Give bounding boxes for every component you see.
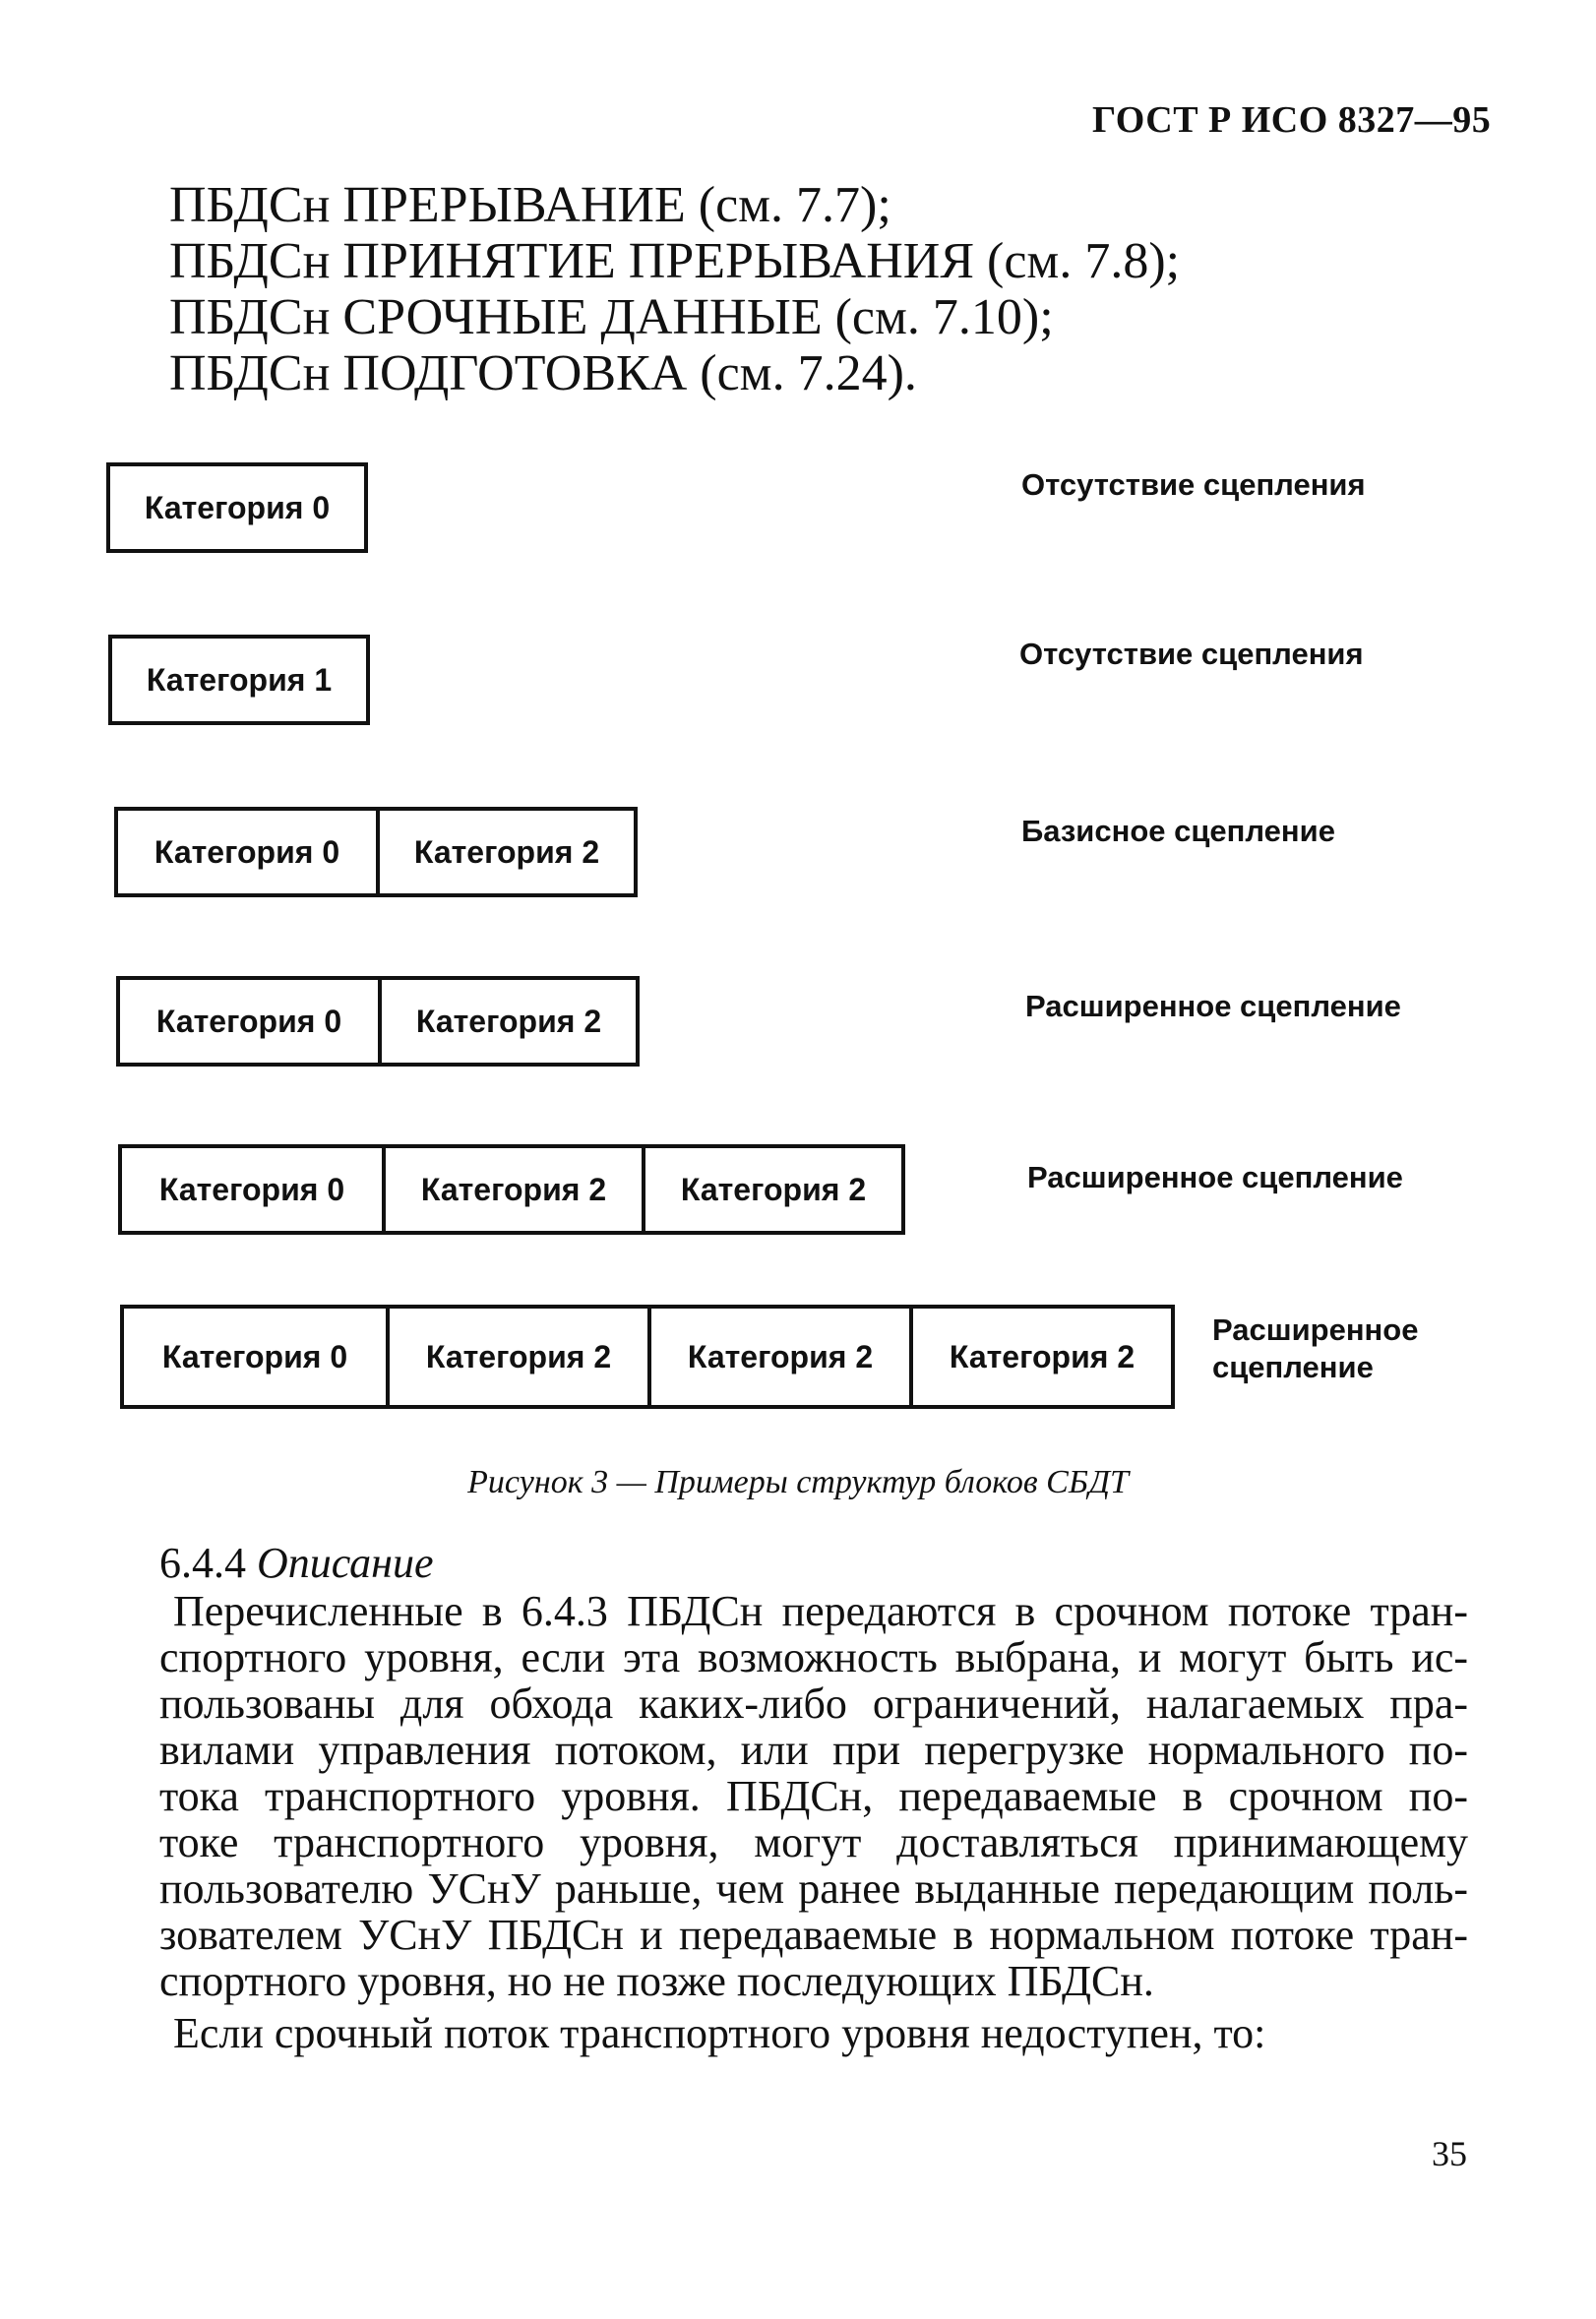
block-structure bbox=[114, 807, 638, 897]
concatenation-label: Базисное сцепление bbox=[1021, 814, 1335, 848]
text-line: токе транспортного уровня, могут доставляться принимающему bbox=[159, 1818, 1468, 1866]
concatenation-label: Отсутствие сцепления bbox=[1021, 467, 1366, 502]
section-number: 6.4.4 bbox=[159, 1539, 246, 1587]
concatenation-label bbox=[1212, 1312, 1418, 1386]
category-box: Категория 0 bbox=[158, 1171, 345, 1207]
text-line: Перечисленные в 6.4.3 ПБДСн передаются в срочном потоке тран- bbox=[173, 1587, 1468, 1635]
text-line: пользователю УСнУ раньше, чем ранее выданные передающим поль- bbox=[159, 1864, 1468, 1913]
category-box: Категория 2 bbox=[378, 980, 636, 1063]
document-header: ГОСТ Р ИСО 8327—95 bbox=[1092, 99, 1492, 141]
pdu-list-item: ПБДСн СРОЧНЫЕ ДАННЫЕ (см. 7.10); bbox=[169, 289, 1054, 345]
text-line: спортного уровня, если эта возможность выбрана, и могут быть ис- bbox=[159, 1633, 1468, 1681]
text-line: спортного уровня, но не позже последующих ПБДСн. bbox=[159, 1957, 1154, 2005]
category-box: Категория 0 bbox=[155, 1003, 342, 1039]
figure-caption: Рисунок 3 — Примеры структур блоков СБДТ bbox=[467, 1464, 1129, 1500]
concatenation-label: Расширенное сцепление bbox=[1027, 1160, 1403, 1194]
pdu-list-item: ПБДСн ПОДГОТОВКА (см. 7.24). bbox=[169, 345, 917, 401]
category-box: Категория 2 bbox=[909, 1309, 1171, 1405]
category-box: Категория 1 bbox=[146, 661, 333, 698]
paragraph bbox=[159, 1588, 1468, 2004]
category-box: Категория 2 bbox=[376, 811, 634, 893]
body-text bbox=[159, 1588, 1468, 2056]
paragraph: Если срочный поток транспортного уровня недоступен, то: bbox=[173, 2009, 1266, 2057]
block-structure bbox=[118, 1144, 905, 1235]
text-line: вилами управления потоком, или при перегрузке нормального по- bbox=[159, 1726, 1468, 1774]
concatenation-label: Отсутствие сцепления bbox=[1019, 637, 1364, 671]
block-structure bbox=[116, 976, 640, 1067]
concatenation-label: Расширенное сцепление bbox=[1025, 989, 1401, 1023]
block-structure bbox=[108, 635, 370, 725]
text-line: тока транспортного уровня. ПБДСн, передаваемые в срочном по- bbox=[159, 1772, 1468, 1820]
pdu-list-item: ПБДСн ПРЕРЫВАНИЕ (см. 7.7); bbox=[169, 177, 891, 233]
section-title: Описание bbox=[257, 1539, 434, 1587]
category-box: Категория 2 bbox=[382, 1148, 642, 1231]
page-number: 35 bbox=[1432, 2134, 1467, 2173]
category-box: Категория 0 bbox=[144, 489, 331, 525]
category-box: Категория 0 bbox=[153, 833, 340, 870]
concatenation-label-line: сцепление bbox=[1212, 1350, 1374, 1384]
block-structure bbox=[120, 1305, 1175, 1409]
pdu-list bbox=[169, 177, 1180, 401]
block-structure bbox=[106, 462, 368, 553]
concatenation-label-line: Расширенное bbox=[1212, 1312, 1419, 1347]
category-box: Категория 2 bbox=[647, 1309, 909, 1405]
text-line: зователем УСнУ ПБДСн и передаваемые в нормальном потоке тран- bbox=[159, 1911, 1468, 1959]
category-box: Категория 2 bbox=[386, 1309, 647, 1405]
text-line: пользованы для обхода каких-либо ограничений, налагаемых пра- bbox=[159, 1679, 1468, 1728]
category-box: Категория 2 bbox=[642, 1148, 901, 1231]
category-box: Категория 0 bbox=[161, 1338, 348, 1374]
pdu-list-item: ПБДСн ПРИНЯТИЕ ПРЕРЫВАНИЯ (см. 7.8); bbox=[169, 233, 1181, 289]
section-heading bbox=[159, 1538, 434, 1588]
